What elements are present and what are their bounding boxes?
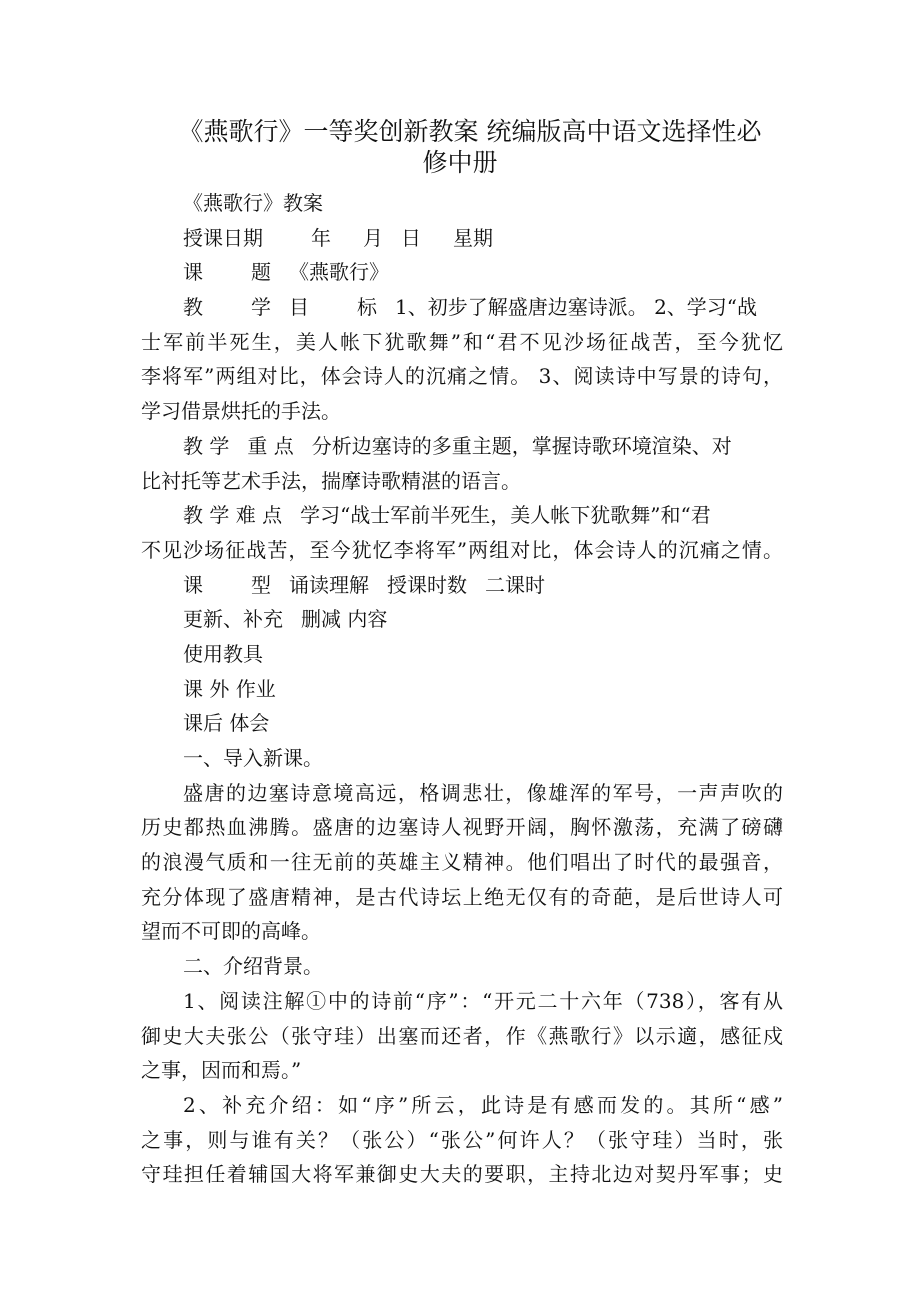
focus-label-a: 教 学 (183, 433, 230, 458)
goals-text-line: 李将军”两组对比，体会诗人的沉痛之情。 3、阅读诗中写景的诗句， (141, 364, 783, 389)
hours-value: 二课时 (485, 572, 545, 597)
hours-label: 授课时数 (387, 572, 467, 597)
document-title-continued: 修中册 (422, 148, 498, 177)
paragraph-line: 之事，则与谁有关？（张公）“张公”何许人？（张守珪）当时，张 (141, 1127, 783, 1152)
goals-label-a: 教 (183, 295, 203, 320)
paragraph-line: 的浪漫气质和一往无前的英雄主义精神。他们唱出了时代的最强音， (141, 850, 783, 875)
topic-value: 《燕歌行》 (289, 260, 389, 285)
goals-label-c: 目 (289, 295, 309, 320)
document-body (141, 186, 783, 1192)
paragraph-line: 历史都热血沸腾。盛唐的边塞诗人视野开阔，胸怀激荡，充满了磅礴 (141, 815, 783, 840)
goals-label-b: 学 (251, 295, 271, 320)
paragraph-line: 望而不可即的高峰。 (141, 919, 321, 944)
goals-text-line: 学习借景烘托的手法。 (141, 399, 341, 424)
difficulty-text: 学习“战士军前半死生，美人帐下犹歌舞”和“君 (300, 503, 711, 528)
focus-label-b: 重 点 (247, 433, 294, 458)
topic-label-a: 课 (183, 260, 203, 285)
paragraph-line: 之事，因而和焉。” (141, 1058, 302, 1083)
update-value: 删减 内容 (301, 607, 388, 632)
focus-text-line: 比衬托等艺术手法，揣摩诗歌精湛的语言。 (141, 468, 521, 493)
section-heading: 二、介绍背景。 (183, 954, 323, 979)
goals-text-line: 士军前半死生，美人帐下犹歌舞”和“君不见沙场征战苦，至今犹忆 (141, 329, 783, 354)
goals-label-d: 标 (357, 295, 377, 320)
doc-name: 《燕歌行》教案 (183, 191, 323, 215)
type-value: 诵读理解 (289, 572, 369, 597)
goals-text: 1、初步了解盛唐边塞诗派。 2、学习“战 (395, 295, 758, 320)
tools-row: 使用教具 (183, 641, 263, 666)
difficulty-row (141, 498, 783, 533)
difficulty-label: 教 学 难 点 (183, 503, 283, 528)
type-label-b: 型 (251, 572, 271, 597)
topic-label-b: 题 (251, 260, 271, 285)
topic-row (141, 255, 783, 290)
paragraph-line: 御史大夫张公（张守珪）出塞而还者，作《燕歌行》以示適，感征戍 (141, 1023, 783, 1048)
paragraph-line: 守珪担任着辅国大将军兼御史大夫的要职，主持北边对契丹军事；史 (141, 1162, 783, 1187)
focus-text: 分析边塞诗的多重主题，掌握诗歌环境渲染、对 (311, 433, 732, 458)
month-label: 月 (363, 225, 383, 250)
paragraph-line: 盛唐的边塞诗意境高远，格调悲壮，像雄浑的军号，一声声吹的 (183, 780, 783, 805)
paragraph-line: 2、补充介绍：如“序”所云，此诗是有感而发的。其所“感” (183, 1092, 783, 1117)
year-label: 年 (311, 225, 331, 250)
homework-row: 课 外 作业 (183, 676, 276, 701)
type-row (141, 568, 783, 603)
update-row (141, 602, 783, 637)
paragraph-line: 1、阅读注解①中的诗前“序”：“开元二十六年（738），客有从 (183, 988, 783, 1013)
document-title: 《燕歌行》一等奖创新教案 统编版高中语文选择性必 (178, 117, 762, 146)
reflection-row: 课后 体会 (183, 711, 270, 736)
date-label: 授课日期 (183, 225, 263, 250)
paragraph-line: 充分体现了盛唐精神，是古代诗坛上绝无仅有的奇葩，是后世诗人可 (141, 884, 783, 909)
day-label: 日 (401, 225, 421, 250)
section-heading: 一、导入新课。 (183, 746, 323, 770)
focus-row (141, 429, 783, 464)
goals-row (141, 290, 783, 325)
type-label-a: 课 (183, 572, 203, 597)
weekday-label: 星期 (453, 225, 493, 250)
update-label: 更新、补充 (183, 607, 283, 632)
date-row (141, 221, 783, 256)
difficulty-text-line: 不见沙场征战苦，至今犹忆李将军”两组对比，体会诗人的沉痛之情。 (141, 537, 783, 562)
